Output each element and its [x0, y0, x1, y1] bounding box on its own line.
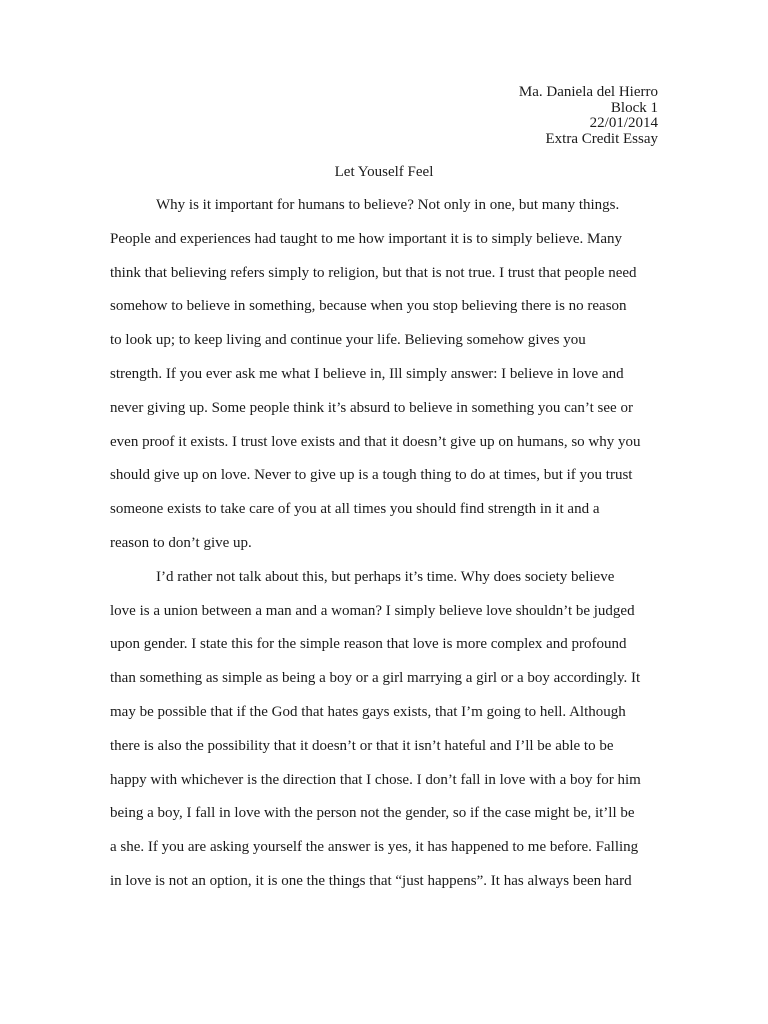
- author-name: Ma. Daniela del Hierro: [518, 84, 658, 100]
- essay-header: [519, 85, 658, 147]
- paragraph-line: People and experiences had taught to me how important it is to simply believe. Many: [110, 230, 622, 247]
- paragraph-line: love is a union between a man and a woman? I simply believe love shouldn’t be judged: [110, 602, 635, 619]
- paragraph-line: happy with whichever is the direction that I chose. I don’t fall in love with a boy for him: [110, 771, 641, 788]
- class-block: Block 1: [610, 99, 658, 116]
- paragraph-line: even proof it exists. I trust love exists and that it doesn’t give up on humans, so why you: [110, 433, 641, 450]
- paragraph-line: there is also the possibility that it doesn’t or that it isn’t hateful and I’ll be able to be: [110, 737, 614, 754]
- paragraph-line: a she. If you are asking yourself the answer is yes, it has happened to me before. Falling: [110, 839, 639, 856]
- essay-title-row: [0, 162, 768, 182]
- paragraph-line: someone exists to take care of you at all times you should find strength in it and a: [110, 501, 600, 518]
- essay-title: Let Youself Feel: [334, 164, 434, 180]
- paragraph-line: than something as simple as being a boy or a girl marrying a girl or a boy accordingly. It: [110, 670, 641, 687]
- paragraph-line: should give up on love. Never to give up is a tough thing to do at times, but if you trust: [110, 467, 633, 484]
- paragraph-line: reason to don’t give up.: [110, 534, 252, 551]
- paragraph-line: upon gender. I state this for the simple reason that love is more complex and profound: [110, 636, 627, 653]
- paragraph-line: to look up; to keep living and continue your life. Believing somehow gives you: [110, 332, 586, 349]
- paragraph-line: think that believing refers simply to religion, but that is not true. I trust that people need: [110, 264, 637, 281]
- paragraph-line: strength. If you ever ask me what I believe in, Ill simply answer: I believe in love and: [110, 365, 624, 382]
- paragraph-line: Why is it important for humans to believe? Not only in one, but many things.: [156, 197, 620, 213]
- paragraph-line: somehow to believe in something, because when you stop believing there is no reason: [110, 298, 627, 315]
- paragraph-line: I’d rather not talk about this, but perhaps it’s time. Why does society believe: [156, 568, 615, 585]
- assignment-type: Extra Credit Essay: [545, 130, 658, 147]
- paragraph-line: may be possible that if the God that hates gays exists, that I’m going to hell. Although: [110, 703, 626, 720]
- paragraph-line: being a boy, I fall in love with the person not the gender, so if the case might be, it’ll be: [110, 805, 635, 822]
- essay-body: [110, 194, 670, 904]
- paragraph-line: in love is not an option, it is one the things that “just happens”. It has always been hard: [110, 872, 632, 889]
- essay-date: 22/01/2014: [589, 115, 658, 131]
- paragraph-line: never giving up. Some people think it’s absurd to believe in something you can’t see or: [110, 399, 633, 416]
